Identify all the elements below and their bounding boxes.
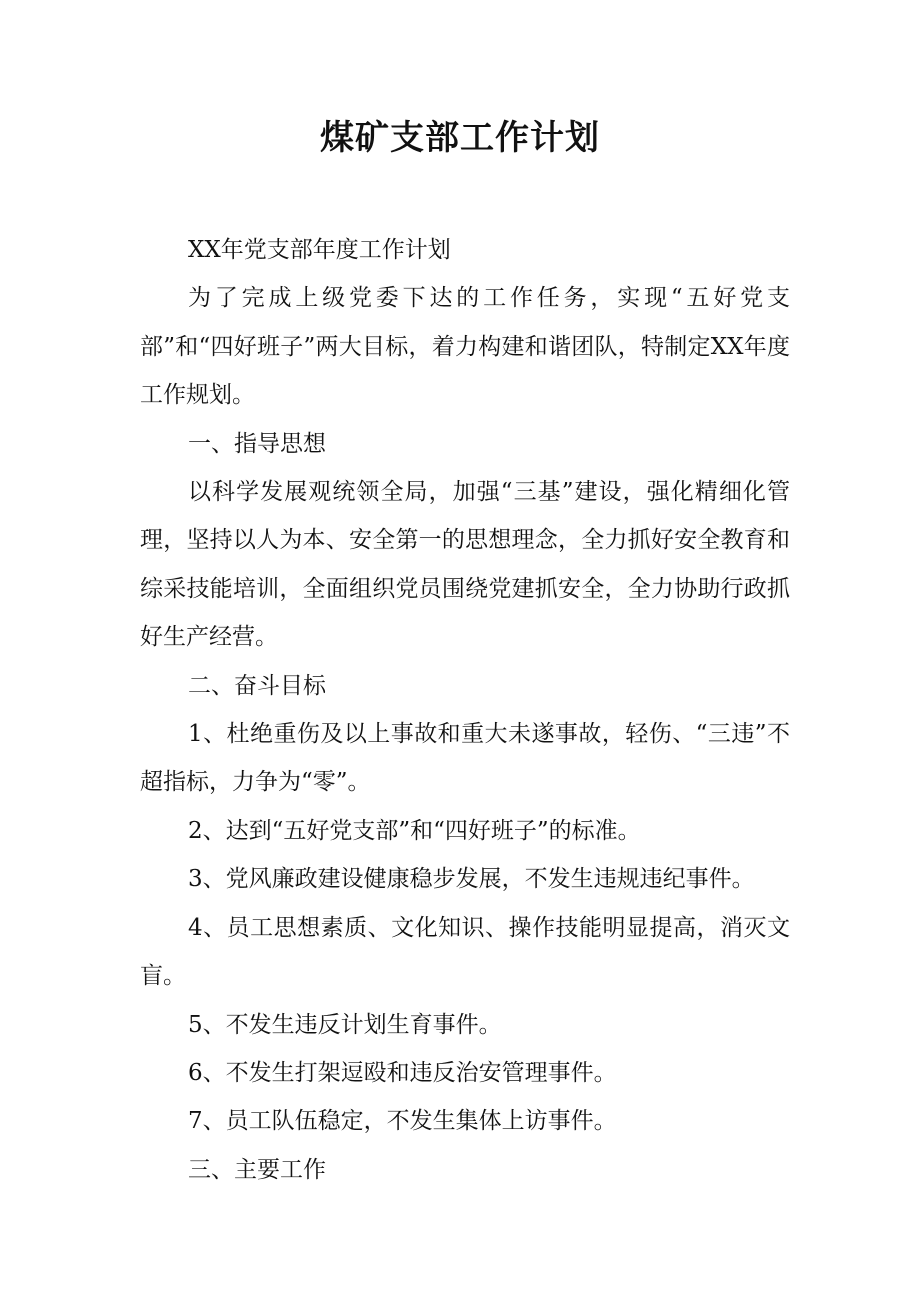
document-subtitle: XX年党支部年度工作计划 [188, 237, 451, 263]
goal-item-2: 2、达到“五好党支部”和“四好班子”的标准。 [188, 817, 641, 844]
goal-item-4: 4、员工思想素质、文化知识、操作技能明显提高，消灭文盲。 [140, 914, 790, 990]
document-title: 煤矿支部工作计划 [320, 118, 600, 158]
document-body [140, 226, 790, 1194]
goal-item-1: 1、杜绝重伤及以上事故和重大未遂事故，轻伤、“三违”不超指标，力争为“零”。 [140, 721, 790, 796]
section-heading-main-work: 三、主要工作 [188, 1156, 326, 1183]
goal-item-5: 5、不发生违反计划生育事件。 [188, 1011, 502, 1038]
goal-item-6: 6、不发生打架逗殴和违反治安管理事件。 [188, 1059, 617, 1086]
goal-item-7: 7、员工队伍稳定，不发生集体上访事件。 [188, 1108, 617, 1135]
section-heading-guiding-thought: 一、指导思想 [188, 430, 326, 457]
paragraph-intro: 为了完成上级党委下达的工作任务，实现“五好党支部”和“四好班子”两大目标，着力构建和谐团队，特制定XX年度工作规划。 [140, 285, 790, 409]
paragraph-guiding-thought: 以科学发展观统领全局，加强“三基”建设，强化精细化管理，坚持以人为本、安全第一的思想理念，全力抓好安全教育和综采技能培训，全面组织党员围绕党建抓安全，全力协助行政抓好生产经营。 [140, 479, 790, 651]
section-heading-goals: 二、奋斗目标 [188, 672, 326, 699]
goal-item-3: 3、党风廉政建设健康稳步发展，不发生违规违纪事件。 [188, 866, 755, 893]
